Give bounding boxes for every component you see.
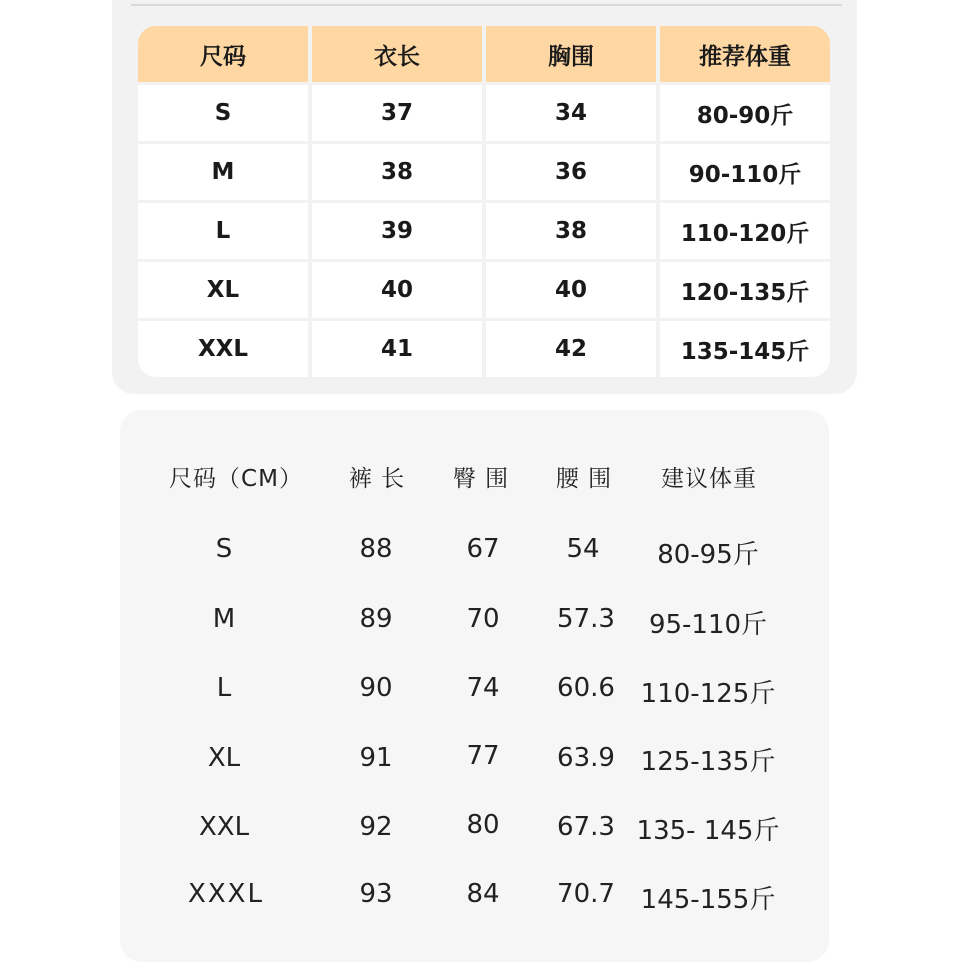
table-cell: 135- 145斤 [636,816,780,846]
table-cell: L [138,203,308,259]
table-cell: XL [138,262,308,318]
table-cell: 63.9 [557,743,615,773]
table-cell: 37 [312,85,482,141]
table-cell: 80-95斤 [657,540,759,570]
table-cell: 38 [486,203,656,259]
table-cell: 36 [486,144,656,200]
table-header-cell: 裤 长 [348,466,406,492]
table-cell: 70 [466,604,500,634]
table-header-cell: 尺码（CM） [169,466,303,492]
table-header-cell: 衣长 [312,26,482,82]
table-cell: 67 [466,534,500,564]
table-cell: XL [207,743,241,773]
table-cell: 57.3 [557,604,615,634]
table-cell: 77 [466,741,500,771]
table-cell: 80-90斤 [660,85,830,141]
table-cell: 145-155斤 [640,885,776,915]
table-cell: XXXL [188,879,264,909]
table-cell: 41 [312,321,482,377]
table-header-cell: 腰 围 [555,466,613,492]
table-cell: 90-110斤 [660,144,830,200]
table-header-cell: 推荐体重 [660,26,830,82]
table-cell: 95-110斤 [648,610,768,640]
table-cell: XXL [198,812,250,842]
table-cell: S [138,85,308,141]
table-cell: 92 [359,812,393,842]
bottom-size-table [120,410,829,962]
table-cell: S [215,534,233,564]
table-cell: 110-120斤 [660,203,830,259]
table-cell: 39 [312,203,482,259]
table-cell: L [216,673,232,703]
table-cell: 89 [359,604,393,634]
table-cell: 40 [312,262,482,318]
table-header-cell: 尺码 [138,26,308,82]
top-size-table [138,26,830,377]
table-cell: 67.3 [557,812,615,842]
table-cell: 88 [359,534,393,564]
table-cell: 91 [359,743,393,773]
table-cell: M [138,144,308,200]
table-cell: 135-145斤 [660,321,830,377]
table-cell: 125-135斤 [640,747,776,777]
table-cell: 90 [359,673,393,703]
divider [131,4,842,6]
table-cell: 70.7 [557,879,615,909]
table-cell: 120-135斤 [660,262,830,318]
table-cell: 110-125斤 [640,679,776,709]
table-cell: 84 [466,879,500,909]
table-cell: 42 [486,321,656,377]
table-cell: XXL [138,321,308,377]
table-cell: 34 [486,85,656,141]
table-header-cell: 建议体重 [661,466,757,492]
table-cell: 40 [486,262,656,318]
table-cell: 60.6 [557,673,615,703]
table-cell: 74 [466,673,500,703]
table-cell: M [212,604,236,634]
table-cell: 93 [359,879,393,909]
table-header-cell: 臀 围 [452,466,510,492]
table-cell: 80 [466,810,500,840]
table-header-cell: 胸围 [486,26,656,82]
table-cell: 54 [566,534,600,564]
table-cell: 38 [312,144,482,200]
